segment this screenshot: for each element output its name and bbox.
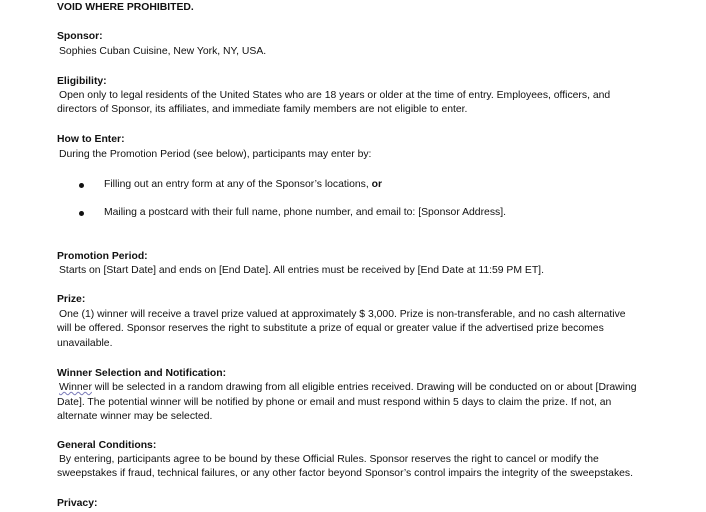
winner-selection-line-1-rest: will be selected in a random drawing from all eligible entries received. Drawing will be conducted on or about [Drawing bbox=[91, 382, 637, 393]
winner-selection-line-3: alternate winner may be selected. bbox=[57, 411, 213, 422]
void-notice: VOID WHERE PROHIBITED. bbox=[57, 2, 194, 13]
prize-line-3: unavailable. bbox=[57, 338, 113, 349]
general-conditions-heading: General Conditions: bbox=[57, 440, 157, 451]
eligibility-heading: Eligibility: bbox=[57, 76, 107, 87]
general-conditions-line-1: By entering, participants agree to be bound by these Official Rules. Sponsor reserves the right to cancel or modify the bbox=[59, 454, 599, 465]
sponsor-text: Sophies Cuban Cuisine, New York, NY, USA. bbox=[59, 46, 267, 57]
bullet-point-2 bbox=[79, 211, 84, 216]
entry-method-1-text: Filling out an entry form at any of the Sponsor’s locations, bbox=[104, 179, 372, 190]
promotion-period-heading: Promotion Period: bbox=[57, 251, 148, 262]
entry-method-2: Mailing a postcard with their full name, phone number, and email to: [Sponsor Address]. bbox=[104, 207, 506, 218]
how-to-enter-intro: During the Promotion Period (see below), participants may enter by: bbox=[59, 149, 372, 160]
prize-line-1: One (1) winner will receive a travel prize valued at approximately $ 3,000. Prize is non-transferable, and no cash alternative bbox=[59, 309, 626, 320]
entry-method-1 bbox=[104, 178, 382, 192]
general-conditions-line-2: sweepstakes if fraud, technical failures, or any other factor beyond Sponsor’s control impairs the integrity of the sweepstakes. bbox=[57, 468, 634, 479]
eligibility-line-1: Open only to legal residents of the United States who are 18 years or older at the time of entry. Employees, officers, and bbox=[59, 90, 611, 101]
sponsor-heading: Sponsor: bbox=[57, 31, 103, 42]
prize-heading: Prize: bbox=[57, 294, 86, 305]
promotion-period-text: Starts on [Start Date] and ends on [End Date]. All entries must be received by [End Date at 11:59 PM ET]. bbox=[59, 265, 544, 276]
spellcheck-flagged-word: Winner bbox=[59, 382, 92, 393]
how-to-enter-heading: How to Enter: bbox=[57, 134, 125, 145]
privacy-heading: Privacy: bbox=[57, 498, 98, 509]
prize-line-2: will be offered. Sponsor reserves the right to substitute a prize of equal or greater value if the advertised prize becomes bbox=[57, 323, 604, 334]
winner-selection-heading: Winner Selection and Notification: bbox=[57, 368, 227, 379]
entry-method-connector: or bbox=[371, 179, 383, 190]
winner-selection-line-2: Date]. The potential winner will be notified by phone or email and must respond within 5 days to claim the prize. If not, an bbox=[57, 397, 612, 408]
eligibility-line-2: directors of Sponsor, its affiliates, and immediate family members are not eligible to enter. bbox=[57, 104, 468, 115]
winner-selection-line-1 bbox=[59, 381, 637, 395]
bullet-point-1 bbox=[79, 183, 84, 188]
